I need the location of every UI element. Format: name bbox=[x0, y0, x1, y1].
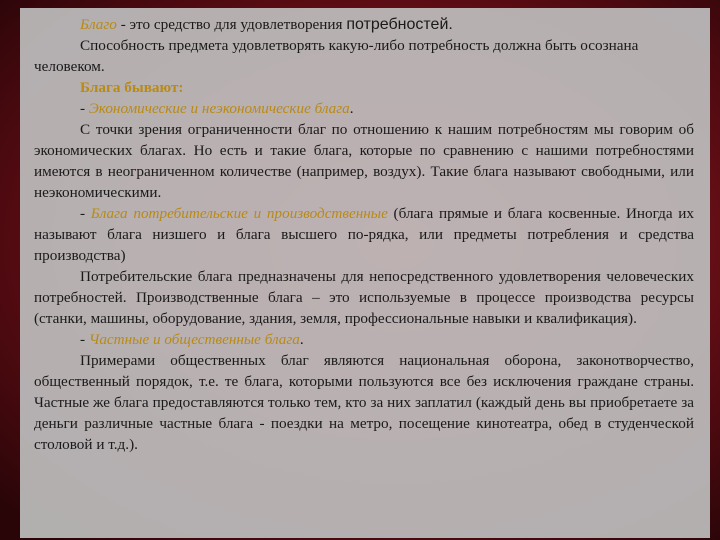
dot: . bbox=[299, 331, 304, 348]
consumer-paragraph: Потребительские блага предназначены для непосредственного удовлетворения человеческих потребностей. Производственные блага – это используемые в процессе производства ресурсы (станки, машины, оборудование, здания, земля, профессиональные навыки и квалификация). bbox=[34, 268, 694, 327]
definition-text: - это средство для удовлетворения bbox=[116, 16, 347, 33]
type-consumer-item bbox=[34, 203, 694, 266]
ability-paragraph: Способность предмета удовлетворять какую-либо потребность должна быть осознана человеком. bbox=[34, 37, 639, 75]
dash: - bbox=[80, 100, 89, 117]
type-private-item bbox=[34, 329, 694, 350]
types-heading: Блага бывают: bbox=[80, 79, 184, 96]
type-consumer-label: Блага потребительские и производственные bbox=[90, 205, 388, 222]
public-goods-paragraph: Примерами общественных благ являются национальная оборона, законотворчество, общественный порядок, т.е. те блага, которыми пользуются все без исключения граждане страны. Частные же блага предоставляются только тем, кто за них заплатил (каждый день вы приобретаете за деньги различные частные блага - поездки на метро, посещение кинотеатра, обед в студенческой столовой и т.д.). bbox=[34, 352, 694, 453]
type-consumer-text: (блага прямые и блага косвенные. Иногда их называют блага низшего и блага высшего по-рядка, или предметы потребления и средства производства) bbox=[34, 205, 695, 264]
type-private-label: Частные и общественные блага bbox=[88, 331, 300, 348]
definition-paragraph bbox=[34, 14, 694, 35]
economic-paragraph: С точки зрения ограниченности благ по отношению к нашим потребностям мы говорим об экономических благах. Но есть и такие блага, которые по сравнению с нашими потребностями имеются в неограниченном количестве (например, воздух). Такие блага называют свободными, или неэкономическими. bbox=[34, 121, 694, 201]
type-economic-item bbox=[34, 98, 694, 119]
definition-end: потребностей. bbox=[346, 16, 453, 33]
dot: . bbox=[349, 100, 354, 117]
type-economic-label: Экономические и неэкономические блага bbox=[88, 100, 350, 117]
slide-text bbox=[34, 14, 694, 455]
term-blago: Благо bbox=[80, 16, 117, 33]
dash: - bbox=[80, 205, 91, 222]
dash: - bbox=[80, 331, 89, 348]
